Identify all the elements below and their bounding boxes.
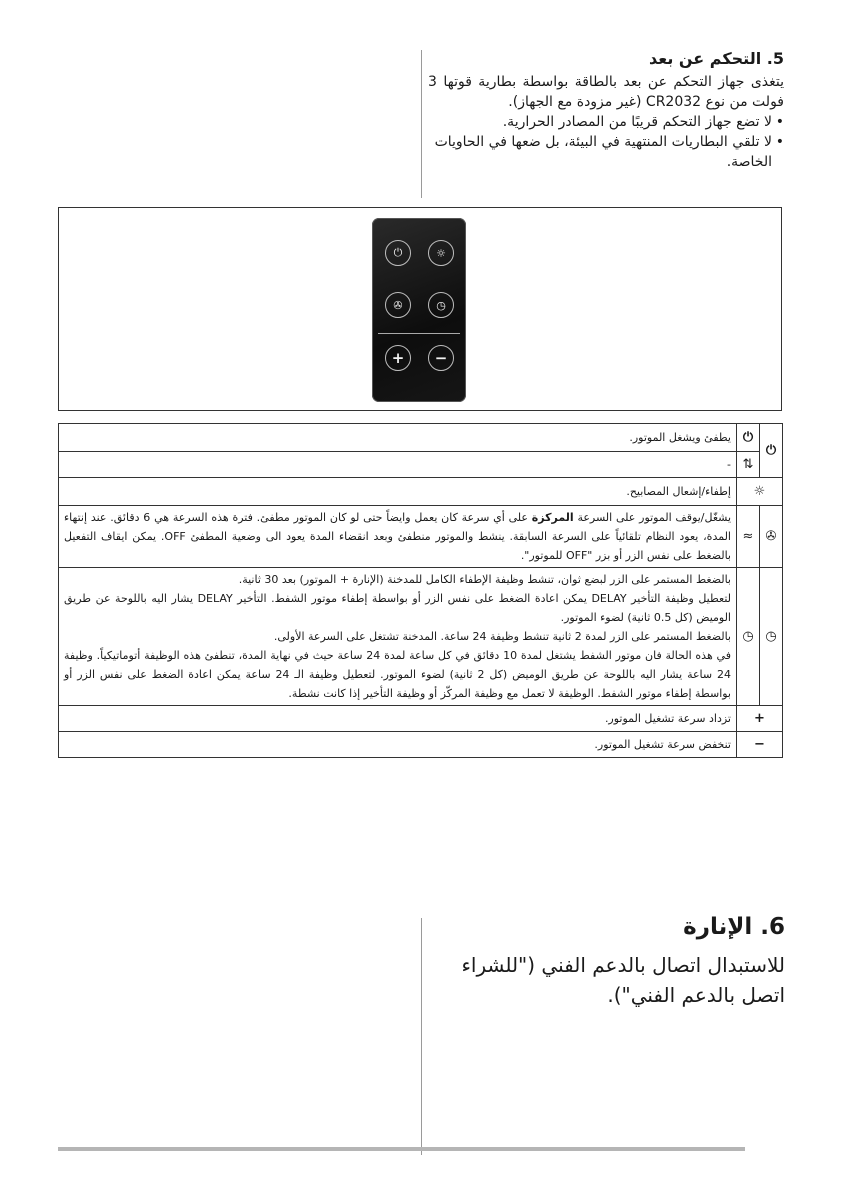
table-row [59,452,783,478]
remote-light-button [428,240,454,266]
timer-line: بالضغط المستمر على الزر لبضع ثوان، تنشط وظيفة الإطفاء الكامل للمدخنة (الإنارة + الموتور) بعد 30 ثانية. [238,573,731,586]
fan-icon: ✇ [393,298,403,312]
remote-power-button [385,240,411,266]
footer-bar [58,1147,745,1151]
timer-icon: ◷ [760,568,783,706]
plus-description: تزداد سرعة تشغيل الموتور. [59,706,737,732]
remote-fan-button [385,292,411,318]
section-6-text: للاستبدال اتصال بالدعم الفني ("للشراء اتصل بالدعم الفني"). [461,953,785,1007]
timer-line: لتعطيل وظيفة التأخير DELAY يمكن اعادة الضغط على نفس الزر أو بواسطة إطفاء موتور الشفط. التأخير DELAY يشار اليه باللوحة عن طريق الوميض (كل 0.5 ثانية) لضوء الموتور. [64,592,731,624]
minus-icon: − [737,732,783,758]
timer-line: بالضغط المستمر على الزر لمدة 2 ثانية تنشط وظيفة 24 ساعة. المدخنة تشتغل على السرعة الأولى. [273,630,731,643]
column-divider-top [421,50,422,198]
airflow-icon: ≈ [737,506,760,568]
section-remote-control [428,48,784,172]
section-5-intro: يتغذى جهاز التحكم عن بعد بالطاقة بواسطة بطارية قوتها 3 فولت من نوع CR2032 (غير مزودة مع الجهاز). [428,74,784,110]
timer-sub-icon: ◷ [737,568,760,706]
bullet-item: • لا تلقي البطاريات المنتهية في البيئة، بل ضعها في الحاويات الخاصة. [428,132,784,172]
table-row [59,568,783,706]
boost-description [59,506,737,568]
boost-text-part2: على أي سرعة كان يعمل وايضاً حتى لو كان الموتور مطفئ. فترة هذه السرعة هي 6 دقائق. عند إنتهاء المدة، يعود النظام تلقائياً على السرعة السابقة. ينشط والموتور منطفئ وبعد انقضاء المدة يعود الى وضعية المطفئ OFF. يمكن ايقاف التفعيل بالضغط على نفس الزر أو بزر "OFF للموتور". [64,511,731,562]
timer-description [59,568,737,706]
bullet-item: • لا تضع جهاز التحكم قريبًا من المصادر الحرارية. [428,112,784,132]
boost-bold-word: المركزة [531,511,574,524]
timer-line: في هذه الحالة فان موتور الشفط يشتغل لمدة 10 دقائق في كل ساعة لمدة 24 ساعة حيث في نهاية المدة، تنطفئ هذه الوظيفة أتوماتيكياً. وظيفة 24 ساعة يشار اليه باللوحة عن طريق الوميض (كل 2 ثانية) لضوء الموتور. لتعطيل وظيفة الـ 24 ساعة يمكن اعادة الضغط على نفس الزر أو بواسطة إطفاء موتور الشفط. الوظيفة لا تعمل مع وظيفة المركّز أو وظيفة التأخير إذا كانت نشطة. [64,649,731,700]
power-description: يطفئ ويشغل الموتور. [59,424,737,452]
remote-timer-button [428,292,454,318]
remote-control-image [372,218,466,402]
remote-minus-button [428,345,454,371]
minus-description: تنخفض سرعة تشغيل الموتور. [59,732,737,758]
section-5-bullets [428,112,784,172]
boost-text-part1: يشغّل/يوقف الموتور على السرعة [577,511,732,524]
power-icon: ⏻ [760,424,783,478]
minus-icon: − [434,349,448,367]
table-row [59,706,783,732]
plus-icon: + [737,706,783,732]
section-6-title: 6. الإنارة [683,914,785,940]
remote-figure-box [58,207,782,411]
fan-boost-icon: ✇ [760,506,783,568]
table-row [59,478,783,506]
column-divider-bottom [421,918,422,1155]
remote-divider [378,333,460,334]
table-row [59,732,783,758]
power-icon: ⏻ [393,246,403,259]
light-icon: ☼ [737,478,783,506]
section-lighting [430,912,785,1010]
controls-table [58,423,783,758]
plus-icon: + [391,349,405,367]
updown-icon: ⇅ [737,452,760,478]
section-5-title: 5. التحكم عن بعد [649,49,784,68]
updown-description: - [59,452,737,478]
remote-plus-button [385,345,411,371]
table-row [59,424,783,452]
power-on-icon: ⏻ [737,424,760,452]
table-row [59,506,783,568]
timer-icon: ◷ [436,298,446,312]
light-description: إطفاء/إشعال المصابيح. [59,478,737,506]
light-icon: ☼ [436,246,446,260]
